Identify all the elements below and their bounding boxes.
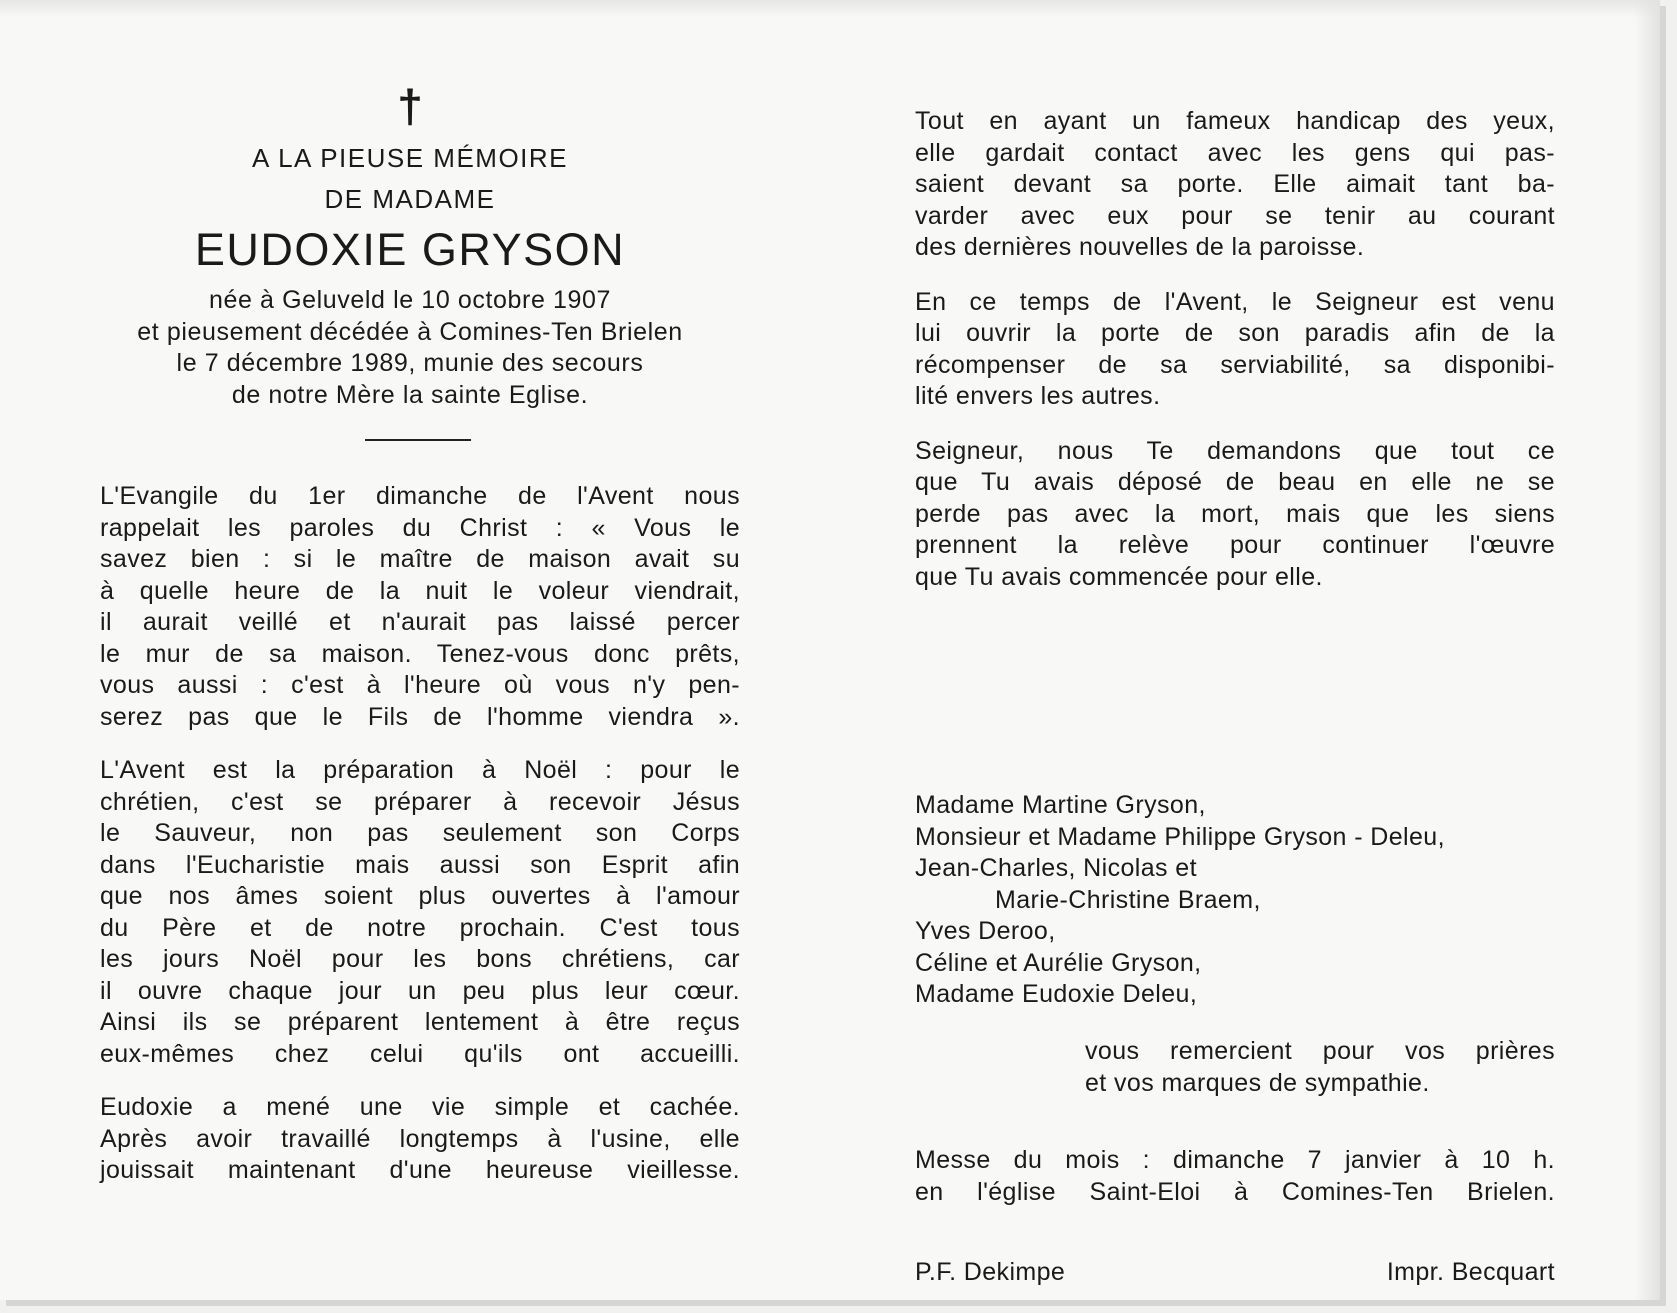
text-line: Tout en ayant un fameux handicap des yeux, [915,107,1555,135]
text-line: Seigneur, nous Te demandons que tout ce [915,436,1555,465]
thanks-note [1085,1036,1555,1099]
text-line: que Tu avais commencée pour elle. [915,562,1323,591]
text-line: les jours Noël pour les bons chrétiens, car [100,945,740,973]
vital-line: de notre Mère la sainte Eglise. [231,380,589,409]
text-line: récompenser de sa serviabilité, sa disponibi- [915,350,1555,379]
family-member: Monsieur et Madame Philippe Gryson - Deleu, [915,822,1445,851]
text-line: vous aussi : c'est à l'heure où vous n'y pen- [100,671,740,699]
scan-edge-top [0,0,1660,18]
text-line: L'Evangile du 1er dimanche de l'Avent nous [100,482,740,510]
text-line: jouissait maintenant d'une heureuse vieillesse. [100,1156,740,1184]
text-line: eux-mêmes chez celui qu'ils ont accueilli. [100,1039,740,1068]
text-line: Après avoir travaillé longtemps à l'usine, elle [100,1124,740,1153]
vital-line: le 7 décembre 1989, munie des secours [176,349,644,377]
text-line: perde pas avec la mort, mais que les siens [915,499,1555,528]
text-line: Ainsi ils se préparent lentement à être reçus [100,1008,740,1036]
lord-paragraph [915,287,1555,413]
footer-credits [915,1258,1555,1287]
text-line: prennent la relève pour continuer l'œuvre [915,531,1555,559]
text-line: Eudoxie a mené une vie simple et cachée. [100,1093,740,1121]
right-column [915,106,1555,593]
vital-details [80,285,740,411]
text-line: le mur de sa maison. Tenez-vous donc prêts, [100,639,740,668]
text-line: le Sauveur, non pas seulement son Corps [100,819,740,847]
life-paragraph [100,1092,740,1187]
printer-credit: Impr. Becquart [1386,1258,1555,1286]
scan-edge-right [1634,0,1660,1300]
text-line: L'Avent est la préparation à Noël : pour le [100,756,740,784]
text-line: en l'église Saint-Eloi à Comines-Ten Brielen. [915,1177,1555,1206]
text-line: lui ouvrir la porte de son paradis afin de la [915,319,1555,347]
text-line: saient devant sa porte. Elle aimait tant ba- [915,170,1555,198]
text-line: dans l'Eucharistie mais aussi son Esprit afin [100,850,740,879]
text-line: il aurait veillé et n'aurait pas laissé percer [100,608,740,636]
family-member: Yves Deroo, [915,917,1056,945]
mass-announcement [915,1145,1555,1208]
memorial-heading-line-1: A LA PIEUSE MÉMOIRE [251,143,569,173]
text-line: chrétien, c'est se préparer à recevoir Jésus [100,787,740,816]
family-member: Marie-Christine Braem, [995,885,1261,914]
divider-rule [365,439,471,441]
memorial-heading-line-2: DE MADAME [324,184,496,214]
text-line: varder avec eux pour se tenir au courant [915,201,1555,230]
text-line: En ce temps de l'Avent, le Seigneur est venu [915,287,1555,316]
text-line: du Père et de notre prochain. C'est tous [100,913,740,942]
prayer-paragraph [915,436,1555,594]
text-line: il ouvre chaque jour un peu plus leur cœur. [100,976,740,1005]
text-line: des dernières nouvelles de la paroisse. [915,233,1365,261]
text-line: à quelle heure de la nuit le voleur viendrait, [100,576,740,605]
text-line: que Tu avais déposé de beau en elle ne se [915,468,1555,496]
family-list [915,790,1555,1011]
left-column [100,80,740,1187]
funeral-director: P.F. Dekimpe [915,1258,1066,1286]
text-line: vous remercient pour vos prières [1085,1037,1555,1065]
text-line: rappelait les paroles du Christ : « Vous le [100,513,740,542]
cross-icon: † [397,80,423,132]
text-line: que nos âmes soient plus ouvertes à l'amour [100,882,740,910]
family-member: Madame Martine Gryson, [915,791,1206,819]
gospel-paragraph [100,481,740,733]
vital-line: et pieusement décédée à Comines-Ten Brielen [137,317,683,346]
family-member: Madame Eudoxie Deleu, [915,980,1198,1008]
text-line: Messe du mois : dimanche 7 janvier à 10 h. [915,1146,1555,1174]
handicap-paragraph [915,106,1555,264]
deceased-name: EUDOXIE GRYSON [194,224,626,275]
text-line: lité envers les autres. [915,382,1161,410]
family-member: Céline et Aurélie Gryson, [915,948,1202,977]
text-line: elle gardait contact avec les gens qui pas- [915,138,1555,167]
text-line: serez pas que le Fils de l'homme viendra ». [100,702,740,731]
vital-line: née à Geluveld le 10 octobre 1907 [208,286,612,314]
text-line: savez bien : si le maître de maison avait su [100,545,740,573]
text-line: et vos marques de sympathie. [1085,1068,1430,1097]
advent-paragraph [100,755,740,1070]
family-member: Jean-Charles, Nicolas et [915,854,1197,882]
